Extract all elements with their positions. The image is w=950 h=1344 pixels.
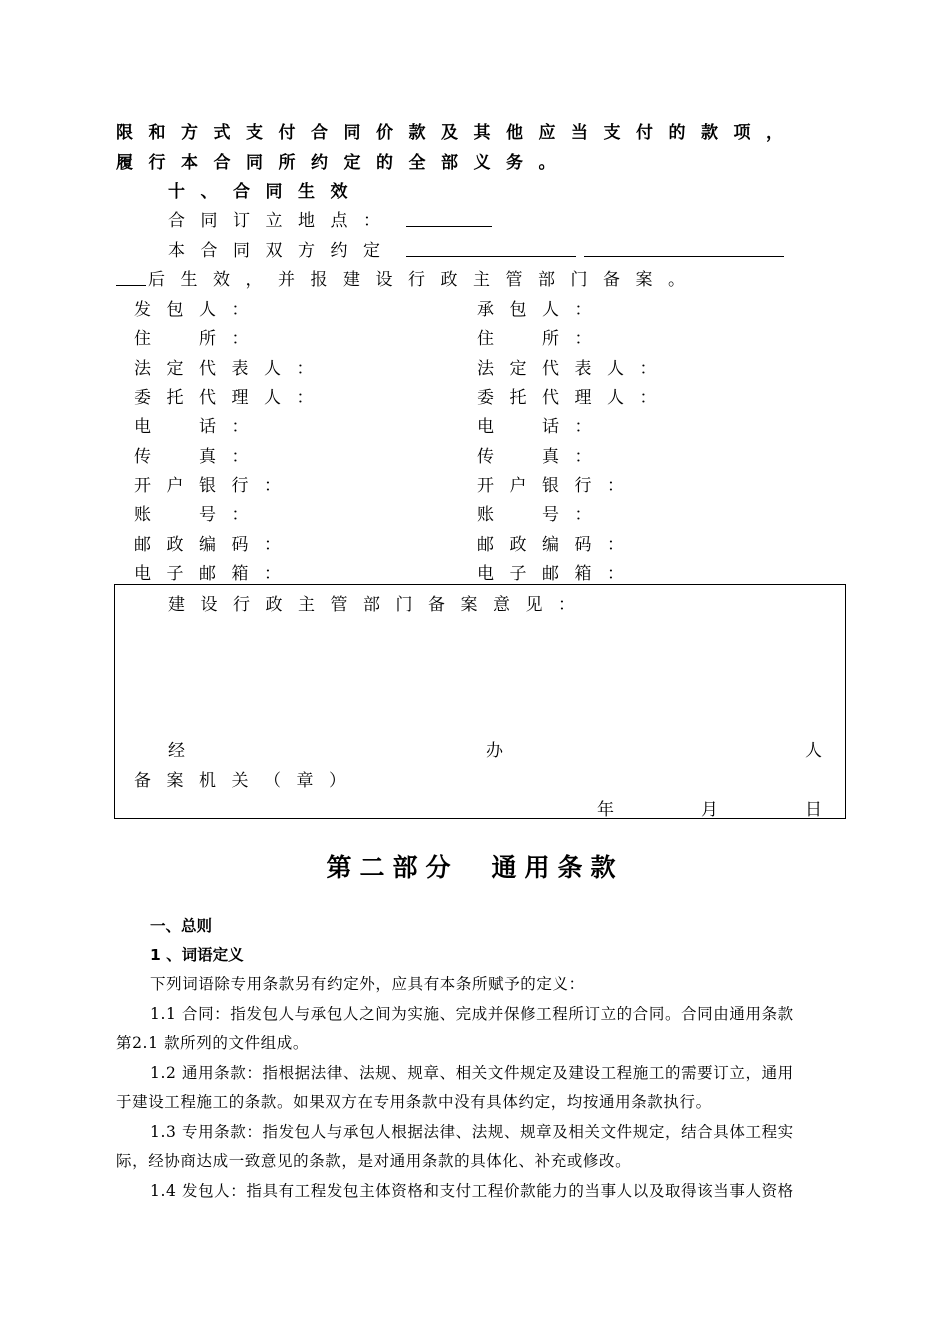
clause-1-2-line-2: 于建设工程施工的条款。如果双方在专用条款中没有具体约定，均按通用条款执行。 <box>116 1093 712 1111</box>
employer-field: 电 话： <box>134 417 264 437</box>
contractor-field: 住 所： <box>477 329 607 349</box>
contractor-field: 开户银行： <box>477 476 640 496</box>
clause-1-1-line-2: 第2.1 款所列的文件组成。 <box>116 1034 309 1052</box>
clause-1-3-line-2: 际，经协商达成一致意见的条款，是对通用条款的具体化、补充或修改。 <box>116 1152 632 1170</box>
employer-field: 发包人： <box>134 300 264 320</box>
contractor-field: 邮政编码： <box>477 535 640 555</box>
contractor-field: 电 话： <box>477 417 607 437</box>
date-year: 年 <box>597 800 614 820</box>
employer-field: 电子邮箱： <box>134 564 297 584</box>
section-heading-effective: 十、合同生效 <box>168 182 363 202</box>
filing-agency-label: 备案机关（章） <box>134 771 362 791</box>
employer-field: 账 号： <box>134 505 264 525</box>
handler-char-1: 经 <box>168 741 185 761</box>
contractor-field: 委托代理人： <box>477 388 672 408</box>
part-two-title: 第二部分 通用条款 <box>326 853 624 882</box>
date-month: 月 <box>701 800 718 820</box>
definitions-heading: 1 、词语定义 <box>150 946 244 964</box>
handler-char-2: 办 <box>486 741 503 761</box>
agreement-label: 本合同双方约定 <box>168 241 396 261</box>
handler-char-3: 人 <box>805 741 822 761</box>
employer-field: 开户银行： <box>134 476 297 496</box>
definitions-intro: 下列词语除专用条款另有约定外，应具有本条所赋予的定义： <box>150 975 585 993</box>
date-day: 日 <box>805 800 822 820</box>
employer-field: 委托代理人： <box>134 388 329 408</box>
contractor-field: 账 号： <box>477 505 607 525</box>
contractor-field: 承包人： <box>477 300 607 320</box>
employer-field: 住 所： <box>134 329 264 349</box>
filing-opinion-label: 建设行政主管部门备案意见： <box>168 595 591 615</box>
contractor-field: 法定代表人： <box>477 359 672 379</box>
contractor-field: 电子邮箱： <box>477 564 640 584</box>
clause-1-3-line-1: 1.3 专用条款：指发包人与承包人根据法律、法规、规章及相关文件规定，结合具体工程实 <box>150 1123 794 1141</box>
signing-place-label: 合同订立地点： <box>168 211 396 231</box>
general-heading: 一、总则 <box>150 917 213 935</box>
employer-field: 传 真： <box>134 447 264 467</box>
contract-line-1: 限和方式支付合同价款及其他应当支付的款项， <box>116 123 799 143</box>
effective-text: 后生效，并报建设行政主管部门备案。 <box>148 270 701 290</box>
contractor-field: 传 真： <box>477 447 607 467</box>
clause-1-1-line-1: 1.1 合同：指发包人与承包人之间为实施、完成并保修工程所订立的合同。合同由通用条款 <box>150 1005 794 1023</box>
signing-place-blank <box>406 226 492 227</box>
clause-1-4-line-1: 1.4 发包人：指具有工程发包主体资格和支付工程价款能力的当事人以及取得该当事人资格 <box>150 1182 794 1200</box>
effective-blank <box>116 285 146 286</box>
contract-line-2: 履行本合同所约定的全部义务。 <box>116 153 571 173</box>
employer-field: 邮政编码： <box>134 535 297 555</box>
employer-field: 法定代表人： <box>134 359 329 379</box>
agreement-blank-2 <box>584 256 784 257</box>
agreement-blank-1 <box>406 256 576 257</box>
clause-1-2-line-1: 1.2 通用条款：指根据法律、法规、规章、相关文件规定及建设工程施工的需要订立，通用 <box>150 1064 794 1082</box>
